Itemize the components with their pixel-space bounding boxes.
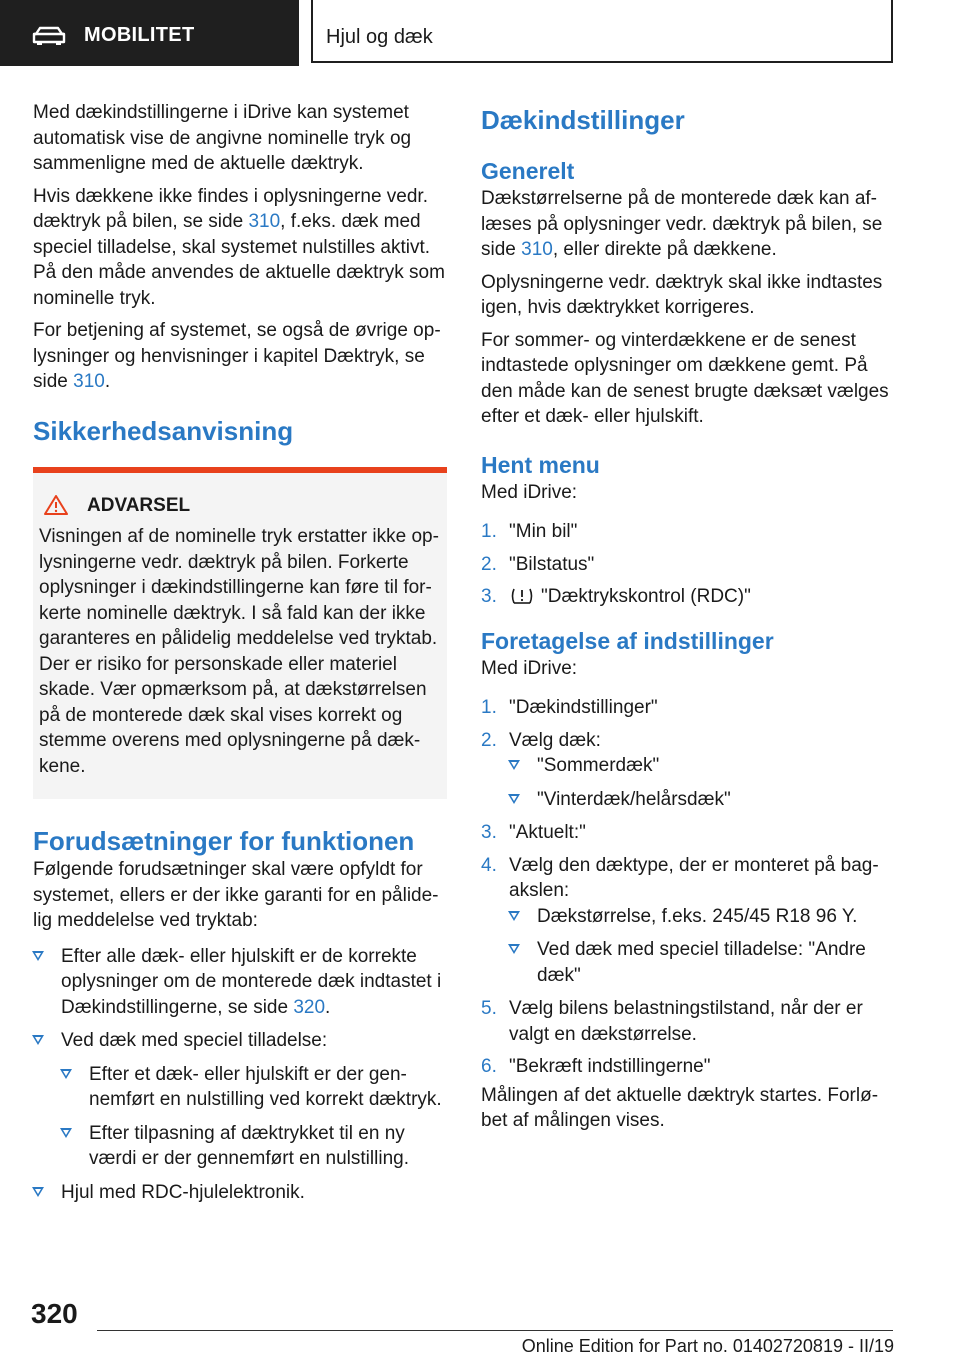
warning-title: ADVARSEL: [39, 493, 439, 519]
sub-list: [509, 753, 895, 812]
list-item: Hjul med RDC-hjulelektronik.: [33, 1180, 447, 1206]
paragraph: Med dækindstillingerne i iDrive kan systemet automatisk vise de angivne nominelle tryk og sammenligne med de aktuelle dæktryk.: [33, 102, 412, 174]
heading-safety: Sikkerhedsanvisning: [33, 415, 294, 446]
list-item: 3. "Dæktrykskontrol (RDC)": [481, 586, 751, 607]
bullet-triangle-icon: [60, 1128, 72, 1138]
list-item: "Vinterdæk/helårsdæk": [509, 787, 895, 813]
paragraph: Med iDrive:: [481, 481, 578, 503]
bullet-triangle-icon: [32, 951, 44, 961]
list-item: Dækstørrelse, f.eks. 245/45 R18 96 Y.: [509, 904, 895, 930]
footer-divider: [97, 1330, 893, 1331]
warning-text: Visningen af de nominelle tryk erstatter ikke op-lysningerne vedr. dæktryk på bilen. Forkerte oplysninger i dækindstillingerne kan føre til for-kerte nominelle dæktryk. I så fald kan der ikke garanteres en pålidelig meddelelse ved tryktab. Der er risiko for personskade eller materiel skade. Vær opmærksom på, at dækstørrelsen på de monterede dæk skal vises korrekt og stemme overens med oplysningerne på dæk-kene.: [39, 526, 439, 777]
car-icon: [32, 26, 66, 46]
edition-footer: Online Edition for Part no. 01402720819 - II/19: [521, 1336, 894, 1356]
list-item: 6. "Bekræft indstillingerne": [481, 1056, 711, 1077]
page-number: 320: [31, 1298, 78, 1329]
list-item: Ved dæk med speciel tilladelse: Efter et dæk- eller hjulskift er der gen-nemført en nulstilling ved korrekt dæktryk. Efter tilpasning af dæktrykket til en ny værdi er der gennemført en nulstilling.: [33, 1028, 447, 1172]
page-link[interactable]: 310: [248, 211, 281, 232]
list-item: 5. Vælg bilens belastningstilstand, når der er valgt en dækstørrelse.: [481, 998, 863, 1045]
paragraph: For sommer- og vinterdækkene er de senest indtastede oplysninger om dækkene gemt. På den måde kan de senest brugte dæksæt vælges efter et dæk- eller hjulskift.: [481, 329, 889, 427]
bullet-triangle-icon: [508, 944, 520, 954]
paragraph: Hvis dækkene ikke findes i oplysningerne vedr. dæktryk på bilen, se side 310, f.eks. dæk med speciel tilladelse, skal systemet nulstilles aktivt. På den måde anvendes de aktuelle dæktryk som nominelle tryk.: [33, 185, 445, 309]
list-item: 4. Vælg den dæktype, der er monteret på bag-akslen: Dækstørrelse, f.eks. 245/45 R18 96 Y. Ved dæk med speciel tilladelse: "Andre dæk": [481, 853, 895, 989]
list-item: 1. "Dækindstillinger": [481, 697, 658, 718]
list-item: Efter tilpasning af dæktrykket til en ny værdi er der gennemført en nulstilling.: [61, 1121, 447, 1172]
paragraph: Målingen af det aktuelle dæktryk startes. Forlø-bet af målingen vises.: [481, 1084, 879, 1131]
warning-box: [33, 467, 447, 800]
list-item: Efter alle dæk- eller hjulskift er de korrekte oplysninger om de monterede dæk indtastet i Dækindstillingerne, se side 320.: [33, 944, 447, 1021]
chapter-title: Hjul og dæk: [326, 26, 433, 48]
bullet-triangle-icon: [32, 1187, 44, 1197]
tire-pressure-icon: [509, 586, 535, 606]
page-link[interactable]: 310: [73, 371, 105, 392]
section-title: MOBILITET: [84, 24, 195, 46]
chapter-header: [311, 0, 893, 63]
paragraph: Dækstørrelserne på de monterede dæk kan af-læses på oplysninger vedr. dæktryk på bilen, se side 310, eller direkte på dækkene.: [481, 188, 883, 260]
left-column: [33, 100, 447, 1213]
warning-triangle-icon: [43, 494, 69, 516]
heading-make-settings: Foretagelse af indstillinger: [481, 627, 774, 654]
bullet-triangle-icon: [508, 794, 520, 804]
right-column: [481, 100, 895, 1141]
prerequisite-list: [33, 944, 447, 1206]
bullet-triangle-icon: [60, 1069, 72, 1079]
list-item: 3. "Aktuelt:": [481, 822, 586, 843]
heading-prerequisites: Forudsætninger for funktionen: [33, 826, 415, 856]
heading-general: Generelt: [481, 158, 575, 184]
bullet-triangle-icon: [508, 911, 520, 921]
section-tab: [0, 0, 299, 66]
heading-tire-settings: Dækindstillinger: [481, 105, 685, 135]
bullet-triangle-icon: [508, 760, 520, 770]
bullet-triangle-icon: [32, 1035, 44, 1045]
heading-open-menu: Hent menu: [481, 451, 600, 478]
list-item: 2. Vælg dæk: "Sommerdæk" "Vinterdæk/helårsdæk": [481, 728, 895, 813]
page-link[interactable]: 310: [521, 239, 553, 260]
settings-steps: [481, 695, 895, 1080]
menu-steps: [481, 519, 895, 610]
paragraph: Oplysningerne vedr. dæktryk skal ikke indtastes igen, hvis dæktrykket korrigeres.: [481, 271, 883, 318]
list-item: 2. "Bilstatus": [481, 553, 595, 575]
paragraph: For betjening af systemet, se også de øvrige op-lysninger og henvisninger i kapitel Dæktryk, se side 310.: [33, 320, 441, 392]
list-item: Ved dæk med speciel tilladelse: "Andre dæk": [509, 937, 895, 988]
sub-list: [61, 1062, 447, 1172]
list-item: "Sommerdæk": [509, 753, 895, 779]
paragraph: Med iDrive:: [481, 657, 578, 679]
sub-list: [509, 904, 895, 989]
list-item: 1. "Min bil": [481, 521, 578, 542]
paragraph: Følgende forudsætninger skal være opfyldt for systemet, ellers er der ikke garanti for en pålide-lig meddelelse ved tryktab:: [33, 859, 439, 931]
page-link[interactable]: 320: [293, 996, 326, 1018]
list-item: Efter et dæk- eller hjulskift er der gen-nemført en nulstilling ved korrekt dæktryk.: [61, 1062, 447, 1113]
